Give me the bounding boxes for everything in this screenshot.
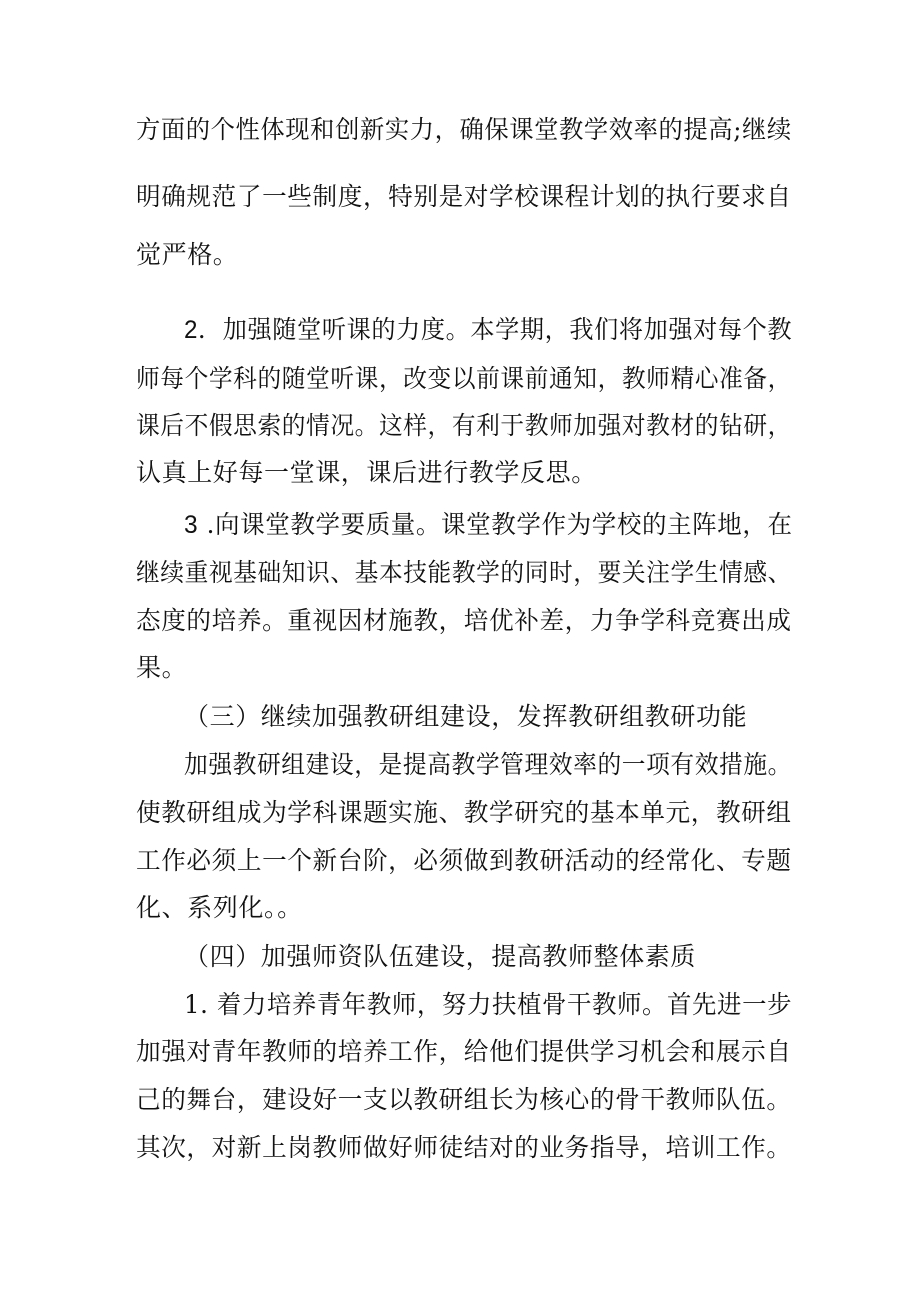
paragraph-line: 方面的个性体现和创新实力，确保课堂教学效率的提高;继续	[136, 115, 792, 144]
paragraph-line: 认真上好每一堂课，课后进行教学反思。	[136, 458, 597, 487]
item-2-first-line	[184, 313, 792, 347]
paragraph-line: 明确规范了一些制度，特别是对学校课程计划的执行要求自	[136, 182, 792, 211]
item-text: ．加强随堂听课的力度。本学期，我们将加强对每个教	[198, 315, 793, 344]
paragraph-line: 加强对青年教师的培养工作，给他们提供学习机会和展示自	[136, 1037, 792, 1066]
paragraph-line: 师每个学科的随堂听课，改变以前课前通知，教师精心准备，	[136, 364, 792, 393]
paragraph-line: 使教研组成为学科课题实施、教学研究的基本单元，教研组	[136, 798, 792, 827]
paragraph-line: 果。	[136, 653, 188, 682]
item-3-first-line	[184, 508, 793, 542]
paragraph-line: 继续重视基础知识、基本技能教学的同时，要关注学生情感、	[136, 558, 792, 587]
paragraph-line: 态度的培养。重视因材施教，培优补差，力争学科竞赛出成	[136, 606, 792, 635]
paragraph-line: 己的舞台，建设好一支以教研组长为核心的骨干教师队伍。	[136, 1085, 792, 1114]
paragraph-line: 工作必须上一个新台阶，必须做到教研活动的经常化、专题	[136, 846, 792, 875]
item-text: .向课堂教学要质量。课堂教学作为学校的主阵地，在	[198, 510, 793, 539]
section-heading: （四）加强师资队伍建设，提高教师整体素质	[184, 942, 697, 971]
paragraph-line: 1. 着力培养青年教师，努力扶植骨干教师。首先进一步	[184, 990, 793, 1019]
section-heading: （三）继续加强教研组建设，发挥教研组教研功能	[184, 702, 748, 731]
paragraph-line: 课后不假思索的情况。这样，有利于教师加强对教材的钻研，	[136, 411, 792, 440]
paragraph-line: 觉严格。	[136, 240, 239, 269]
paragraph-line: 加强教研组建设，是提高教学管理效率的一项有效措施。	[184, 750, 793, 779]
paragraph-line: 化、系列化。。	[136, 893, 303, 922]
paragraph-line: 其次，对新上岗教师做好师徒结对的业务指导，培训工作。	[136, 1133, 792, 1162]
item-number: 3	[184, 511, 199, 539]
item-number: 2	[184, 316, 199, 344]
